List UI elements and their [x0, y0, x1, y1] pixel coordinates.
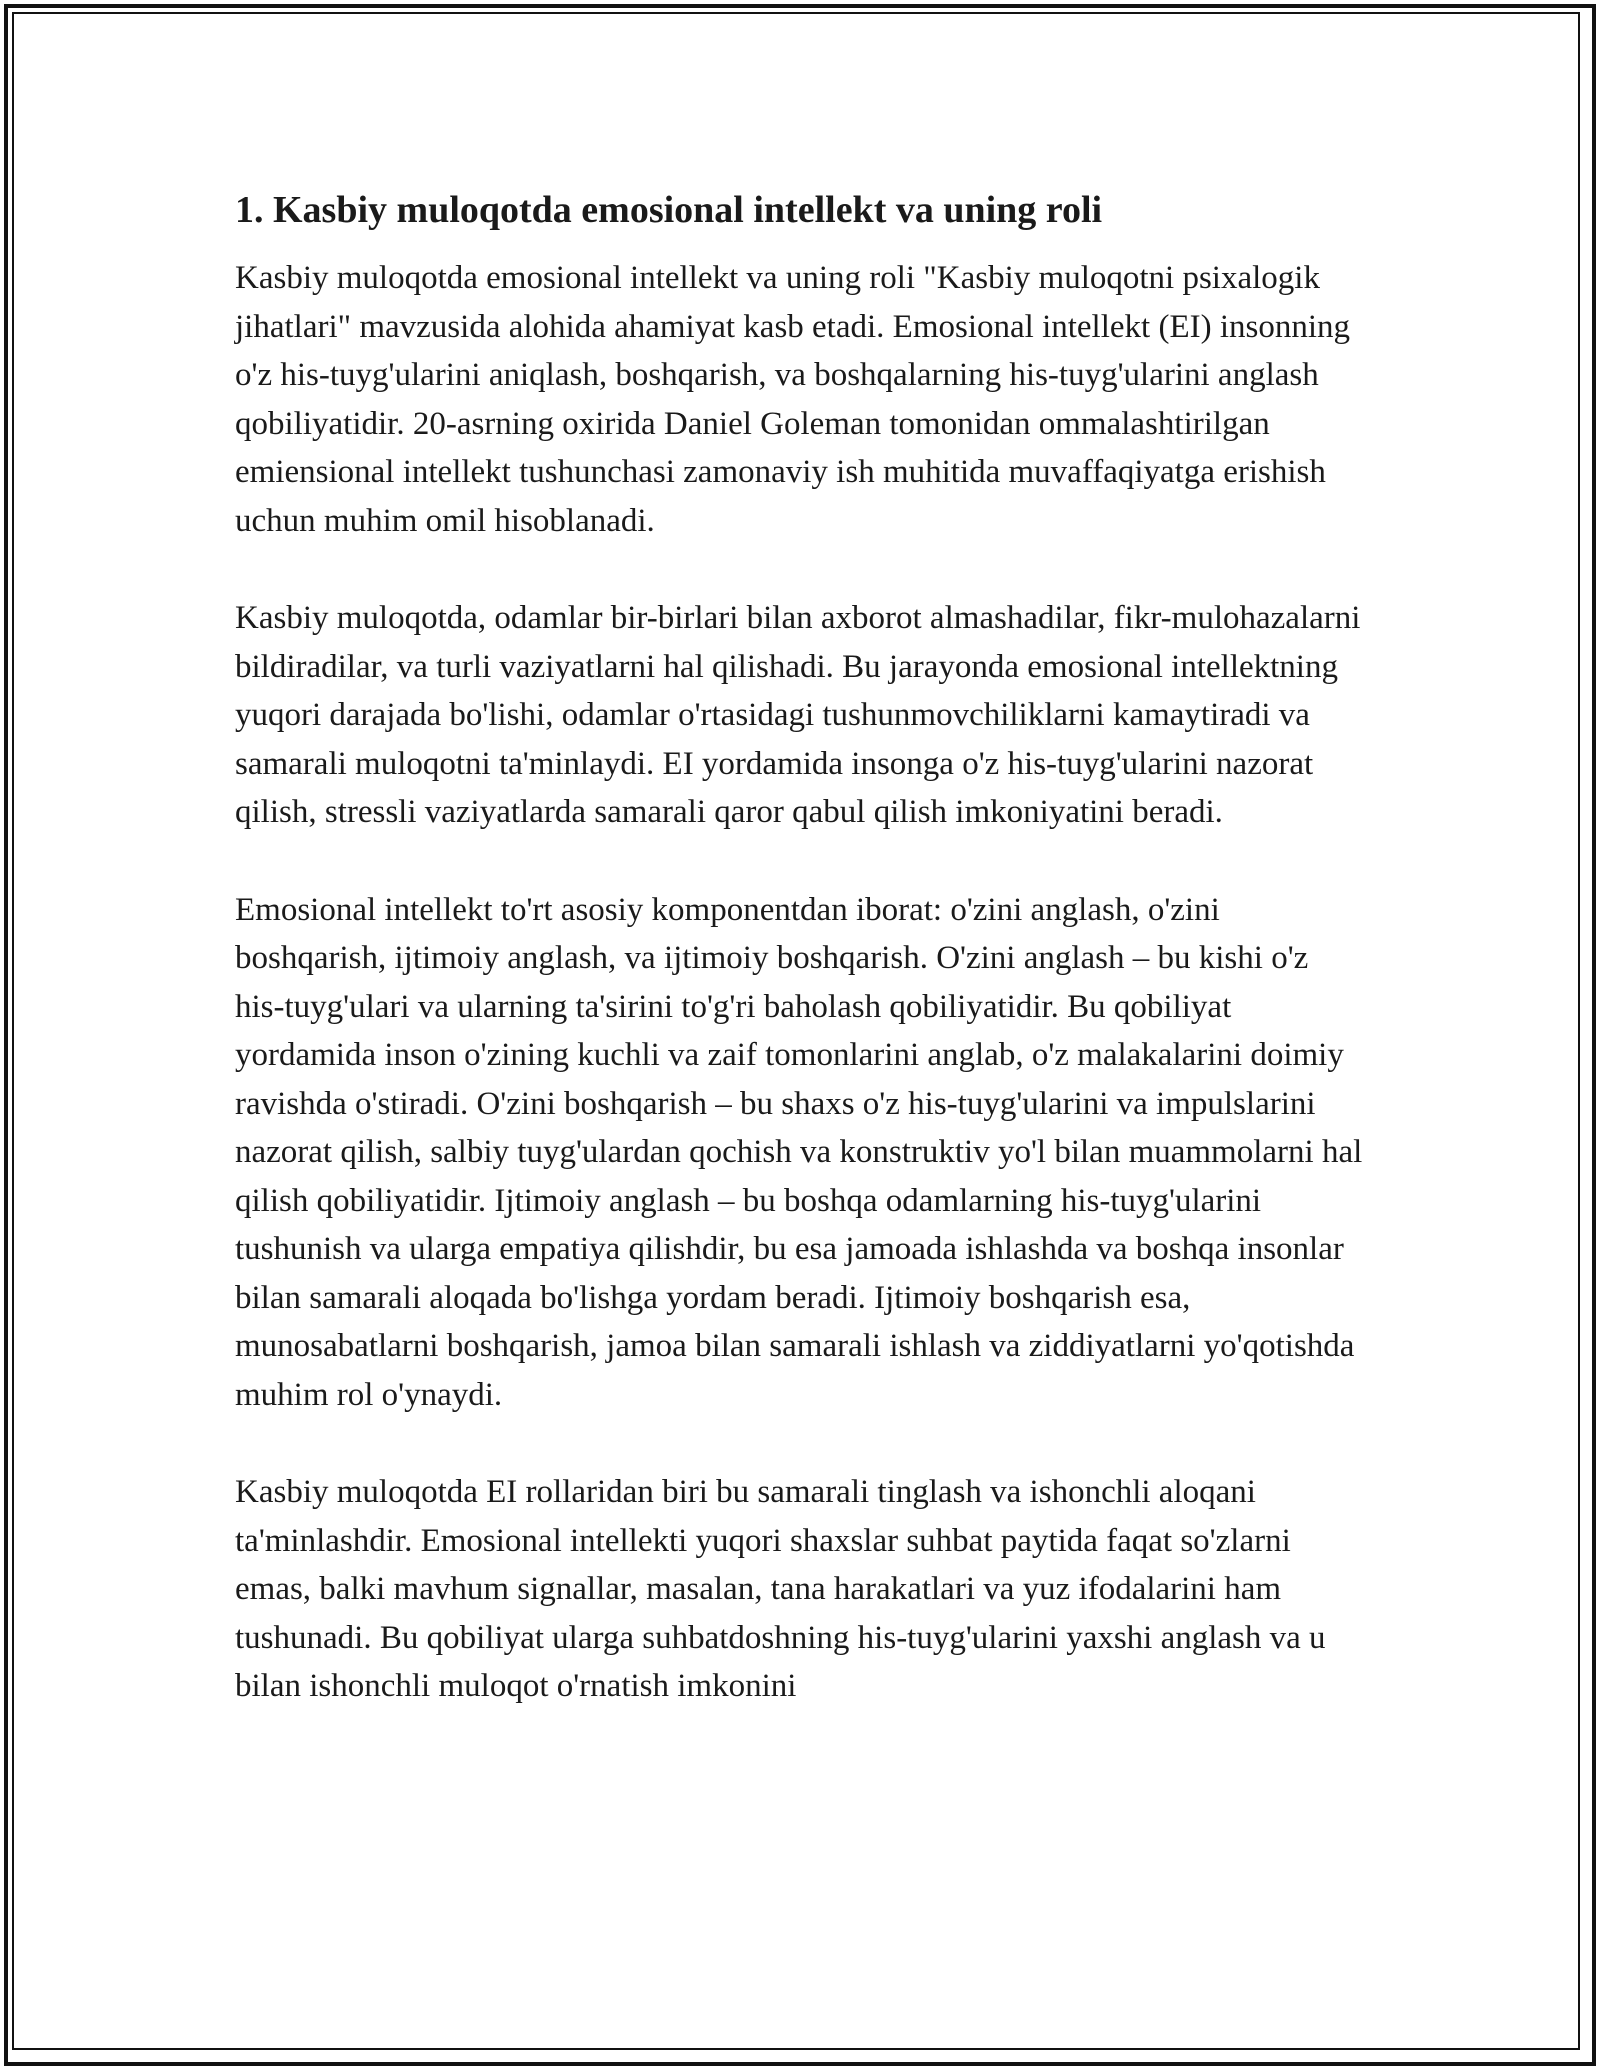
document-body: [235, 186, 1365, 1760]
section-heading: 1. Kasbiy muloqotda emosional intellekt va uning roli: [235, 189, 1103, 231]
paragraph-1: Kasbiy muloqotda emosional intellekt va uning roli "Kasbiy muloqotni psixalogik jihatlari" mavzusida alohida ahamiyat kasb etadi. Emosional intellekt (EI) insonning o'z his-tuyg'ularini aniqlash, boshqarish, va boshqalarning his-tuyg'ularini anglash qobiliyatidir. 20-asrning oxirida Daniel Goleman tomonidan ommalashtirilgan emiensional intellekt tushunchasi zamonaviy ish muhitida muvaffaqiyatga erishish uchun muhim omil hisoblanadi.: [235, 260, 1351, 539]
paragraph-3: Emosional intellekt to'rt asosiy komponentdan iborat: o'zini anglash, o'zini boshqarish, ijtimoiy anglash, va ijtimoiy boshqarish. O'zini anglash – bu kishi o'z his-tuyg'ulari va ularning ta'sirini to'g'ri baholash qobiliyatidir. Bu qobiliyat yordamida inson o'zining kuchli va zaif tomonlarini anglab, o'z malakalarini doimiy ravishda o'stiradi. O'zini boshqarish – bu shaxs o'z his-tuyg'ularini va impulslarini nazorat qilish, salbiy tuyg'ulardan qochish va konstruktiv yo'l bilan muammolarni hal qilish qobiliyatidir. Ijtimoiy anglash – bu boshqa odamlarning his-tuyg'ularini tushunish va ularga empatiya qilishdir, bu esa jamoada ishlashda va boshqa insonlar bilan samarali aloqada bo'lishga yordam beradi. Ijtimoiy boshqarish esa, munosabatlarni boshqarish, jamoa bilan samarali ishlash va ziddiyatlarni yo'qotishda muhim rol o'ynaydi.: [235, 891, 1363, 1413]
paragraph-2: Kasbiy muloqotda, odamlar bir-birlari bilan axborot almashadilar, fikr-mulohazalarni bildiradilar, va turli vaziyatlarni hal qilishadi. Bu jarayonda emosional intellektning yuqori darajada bo'lishi, odamlar o'rtasidagi tushunmovchiliklarni kamaytiradi va samarali muloqotni ta'minlaydi. EI yordamida insonga o'z his-tuyg'ularini nazorat qilish, stressli vaziyatlarda samarali qaror qabul qilish imkoniyatini beradi.: [235, 600, 1361, 830]
paragraph-4: Kasbiy muloqotda EI rollaridan biri bu samarali tinglash va ishonchli aloqani ta'minlashdir. Emosional intellekti yuqori shaxslar suhbat paytida faqat so'zlarni emas, balki mavhum signallar, masalan, tana harakatlari va yuz ifodalarini ham tushunadi. Bu qobiliyat ularga suhbatdoshning his-tuyg'ularini yaxshi anglash va u bilan ishonchli muloqot o'rnatish imkonini: [235, 1474, 1326, 1704]
